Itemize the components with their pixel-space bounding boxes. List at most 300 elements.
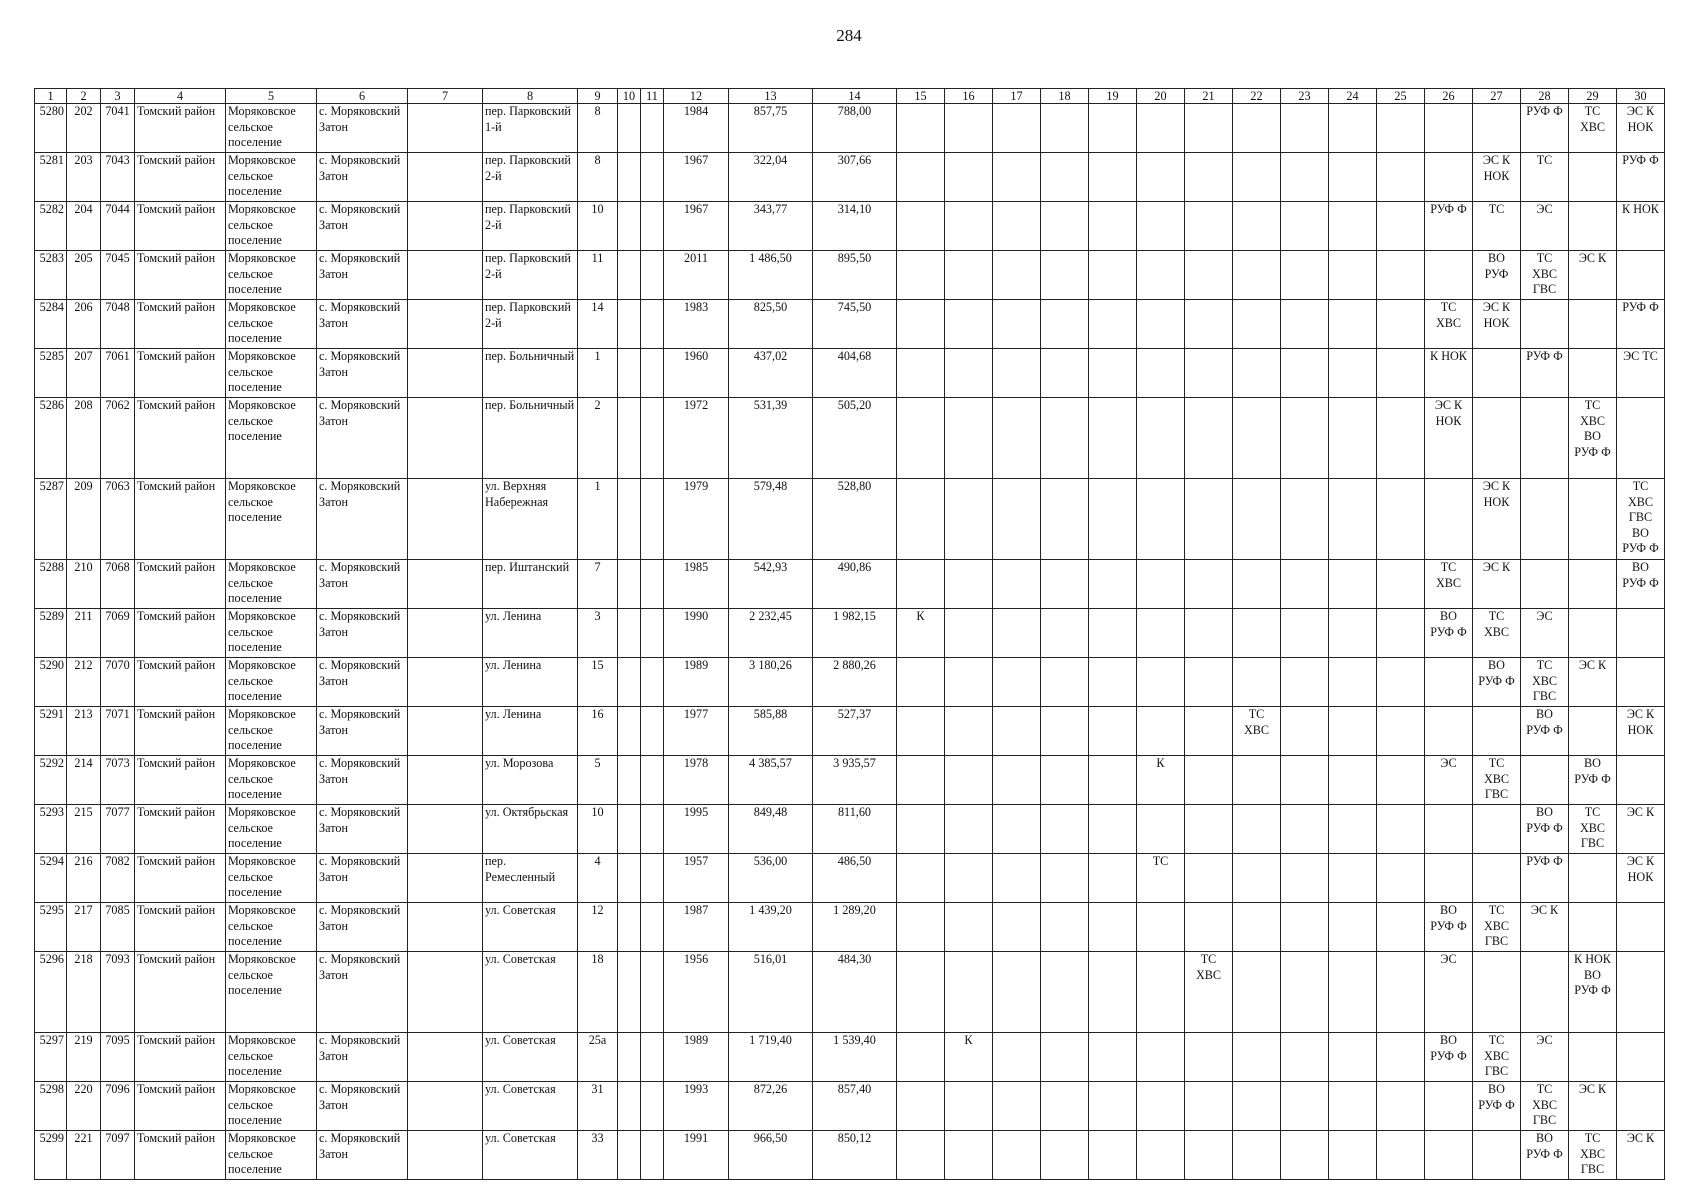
street-cell: пер. Парковский 2-й	[483, 202, 578, 251]
empty-cell	[1617, 251, 1665, 300]
empty-cell	[1185, 1131, 1233, 1180]
work-type-cell: РУФ Ф	[1617, 153, 1665, 202]
total-area-cell: 343,77	[729, 202, 813, 251]
column-number-header: 29	[1569, 89, 1617, 104]
empty-cell	[897, 300, 945, 349]
settlement-cell: Моряковское сельское поселение	[226, 756, 317, 805]
empty-cell	[1281, 560, 1329, 609]
work-type-cell: ЭС К	[1569, 1082, 1617, 1131]
empty-cell	[945, 952, 993, 1033]
empty-cell	[897, 805, 945, 854]
empty-cell	[1089, 1033, 1137, 1082]
empty-cell	[641, 398, 664, 479]
empty-cell	[1137, 658, 1185, 707]
empty-cell	[618, 805, 641, 854]
object-id-cell: 7069	[101, 609, 135, 658]
empty-cell	[641, 479, 664, 560]
work-type-cell: ТС ХВС	[1473, 609, 1521, 658]
settlement-cell: Моряковское сельское поселение	[226, 1082, 317, 1131]
row-number-cell: 5288	[35, 560, 67, 609]
street-cell: ул. Советская	[483, 903, 578, 952]
build-year-cell: 1960	[664, 349, 729, 398]
empty-cell	[408, 805, 483, 854]
empty-cell	[618, 153, 641, 202]
total-area-cell: 437,02	[729, 349, 813, 398]
empty-cell	[1473, 104, 1521, 153]
build-year-cell: 1984	[664, 104, 729, 153]
empty-cell	[1281, 1131, 1329, 1180]
empty-cell	[1521, 300, 1569, 349]
settlement-cell: Моряковское сельское поселение	[226, 202, 317, 251]
empty-cell	[1041, 560, 1089, 609]
empty-cell	[1137, 349, 1185, 398]
column-number-header: 30	[1617, 89, 1665, 104]
empty-cell	[1329, 903, 1377, 952]
empty-cell	[1089, 300, 1137, 349]
empty-cell	[408, 349, 483, 398]
empty-cell	[1377, 756, 1425, 805]
total-area-cell: 2 232,45	[729, 609, 813, 658]
empty-cell	[897, 1082, 945, 1131]
empty-cell	[1377, 560, 1425, 609]
settlement-cell: Моряковское сельское поселение	[226, 805, 317, 854]
house-number-cell: 15	[578, 658, 618, 707]
empty-cell	[1329, 707, 1377, 756]
total-area-cell: 1 719,40	[729, 1033, 813, 1082]
locality-cell: с. Моряковский Затон	[317, 349, 408, 398]
living-area-cell: 2 880,26	[813, 658, 897, 707]
empty-cell	[1569, 560, 1617, 609]
empty-cell	[1137, 300, 1185, 349]
row-index-cell: 216	[67, 854, 101, 903]
house-number-cell: 16	[578, 707, 618, 756]
row-index-cell: 219	[67, 1033, 101, 1082]
empty-cell	[408, 1033, 483, 1082]
living-area-cell: 490,86	[813, 560, 897, 609]
empty-cell	[641, 952, 664, 1033]
empty-cell	[1329, 479, 1377, 560]
object-id-cell: 7045	[101, 251, 135, 300]
work-type-cell: ВО РУФ Ф	[1425, 903, 1473, 952]
empty-cell	[1377, 479, 1425, 560]
row-index-cell: 212	[67, 658, 101, 707]
row-number-cell: 5281	[35, 153, 67, 202]
build-year-cell: 1978	[664, 756, 729, 805]
empty-cell	[1377, 609, 1425, 658]
empty-cell	[641, 854, 664, 903]
column-number-header: 18	[1041, 89, 1089, 104]
work-type-cell: ТС	[1521, 153, 1569, 202]
living-area-cell: 895,50	[813, 251, 897, 300]
district-cell: Томский район	[135, 202, 226, 251]
empty-cell	[1569, 300, 1617, 349]
work-type-cell: ЭС К НОК	[1617, 854, 1665, 903]
work-type-cell: ЭС К	[1569, 251, 1617, 300]
empty-cell	[993, 479, 1041, 560]
empty-cell	[408, 300, 483, 349]
empty-cell	[945, 854, 993, 903]
empty-cell	[1233, 1033, 1281, 1082]
work-type-cell: К НОК	[1425, 349, 1473, 398]
empty-cell	[618, 349, 641, 398]
empty-cell	[1089, 251, 1137, 300]
empty-cell	[1281, 479, 1329, 560]
column-number-header: 9	[578, 89, 618, 104]
column-number-header: 2	[67, 89, 101, 104]
table-body	[35, 104, 1665, 1180]
empty-cell	[1329, 756, 1377, 805]
empty-cell	[1569, 479, 1617, 560]
empty-cell	[1233, 300, 1281, 349]
build-year-cell: 1979	[664, 479, 729, 560]
empty-cell	[1233, 153, 1281, 202]
empty-cell	[897, 104, 945, 153]
empty-cell	[1281, 300, 1329, 349]
row-number-cell: 5293	[35, 805, 67, 854]
house-number-cell: 3	[578, 609, 618, 658]
empty-cell	[1041, 707, 1089, 756]
empty-cell	[1041, 300, 1089, 349]
street-cell: пер. Больничный	[483, 349, 578, 398]
total-area-cell: 536,00	[729, 854, 813, 903]
settlement-cell: Моряковское сельское поселение	[226, 952, 317, 1033]
empty-cell	[993, 756, 1041, 805]
work-type-cell: ТС ХВС ГВС	[1569, 805, 1617, 854]
empty-cell	[1041, 903, 1089, 952]
empty-cell	[1281, 707, 1329, 756]
empty-cell	[1233, 560, 1281, 609]
empty-cell	[993, 952, 1041, 1033]
object-id-cell: 7095	[101, 1033, 135, 1082]
settlement-cell: Моряковское сельское поселение	[226, 1131, 317, 1180]
total-area-cell: 849,48	[729, 805, 813, 854]
empty-cell	[1473, 952, 1521, 1033]
settlement-cell: Моряковское сельское поселение	[226, 658, 317, 707]
empty-cell	[618, 560, 641, 609]
empty-cell	[1185, 479, 1233, 560]
house-number-cell: 31	[578, 1082, 618, 1131]
empty-cell	[1137, 1131, 1185, 1180]
object-id-cell: 7093	[101, 952, 135, 1033]
table-row	[35, 349, 1665, 398]
locality-cell: с. Моряковский Затон	[317, 398, 408, 479]
column-number-header: 1	[35, 89, 67, 104]
empty-cell	[1137, 609, 1185, 658]
empty-cell	[1329, 153, 1377, 202]
empty-cell	[1329, 854, 1377, 903]
column-number-header: 16	[945, 89, 993, 104]
empty-cell	[1569, 707, 1617, 756]
column-number-header: 26	[1425, 89, 1473, 104]
build-year-cell: 1985	[664, 560, 729, 609]
build-year-cell: 1990	[664, 609, 729, 658]
living-area-cell: 307,66	[813, 153, 897, 202]
empty-cell	[1425, 805, 1473, 854]
settlement-cell: Моряковское сельское поселение	[226, 479, 317, 560]
column-number-header: 23	[1281, 89, 1329, 104]
object-id-cell: 7096	[101, 1082, 135, 1131]
house-number-cell: 14	[578, 300, 618, 349]
empty-cell	[1233, 202, 1281, 251]
row-number-cell: 5298	[35, 1082, 67, 1131]
house-number-cell: 18	[578, 952, 618, 1033]
empty-cell	[993, 1131, 1041, 1180]
district-cell: Томский район	[135, 805, 226, 854]
empty-cell	[1425, 854, 1473, 903]
empty-cell	[993, 560, 1041, 609]
empty-cell	[1377, 104, 1425, 153]
empty-cell	[1089, 349, 1137, 398]
empty-cell	[1233, 756, 1281, 805]
row-index-cell: 214	[67, 756, 101, 805]
total-area-cell: 585,88	[729, 707, 813, 756]
living-area-cell: 745,50	[813, 300, 897, 349]
work-type-cell: ТС	[1137, 854, 1185, 903]
empty-cell	[1137, 805, 1185, 854]
empty-cell	[1281, 1082, 1329, 1131]
empty-cell	[1377, 1131, 1425, 1180]
object-id-cell: 7068	[101, 560, 135, 609]
row-number-cell: 5285	[35, 349, 67, 398]
empty-cell	[1137, 952, 1185, 1033]
table-row	[35, 202, 1665, 251]
district-cell: Томский район	[135, 300, 226, 349]
work-type-cell: ТС ХВС	[1185, 952, 1233, 1033]
empty-cell	[1329, 952, 1377, 1033]
street-cell: ул. Ленина	[483, 658, 578, 707]
empty-cell	[993, 349, 1041, 398]
empty-cell	[1281, 1033, 1329, 1082]
object-id-cell: 7097	[101, 1131, 135, 1180]
empty-cell	[1137, 398, 1185, 479]
locality-cell: с. Моряковский Затон	[317, 658, 408, 707]
work-type-cell: ТС ХВС ГВС ВО РУФ Ф	[1617, 479, 1665, 560]
row-index-cell: 203	[67, 153, 101, 202]
empty-cell	[1041, 104, 1089, 153]
empty-cell	[1185, 903, 1233, 952]
empty-cell	[1041, 756, 1089, 805]
empty-cell	[618, 1033, 641, 1082]
empty-cell	[1281, 658, 1329, 707]
locality-cell: с. Моряковский Затон	[317, 479, 408, 560]
table-row	[35, 300, 1665, 349]
locality-cell: с. Моряковский Затон	[317, 560, 408, 609]
empty-cell	[1377, 952, 1425, 1033]
empty-cell	[1377, 202, 1425, 251]
empty-cell	[945, 479, 993, 560]
empty-cell	[1137, 560, 1185, 609]
locality-cell: с. Моряковский Затон	[317, 609, 408, 658]
living-area-cell: 1 289,20	[813, 903, 897, 952]
work-type-cell: РУФ Ф	[1425, 202, 1473, 251]
living-area-cell: 505,20	[813, 398, 897, 479]
empty-cell	[1185, 1033, 1233, 1082]
empty-cell	[641, 1131, 664, 1180]
empty-cell	[1377, 854, 1425, 903]
build-year-cell: 1993	[664, 1082, 729, 1131]
empty-cell	[1041, 479, 1089, 560]
settlement-cell: Моряковское сельское поселение	[226, 609, 317, 658]
total-area-cell: 1 439,20	[729, 903, 813, 952]
empty-cell	[618, 756, 641, 805]
table-row	[35, 1131, 1665, 1180]
build-year-cell: 1967	[664, 202, 729, 251]
locality-cell: с. Моряковский Затон	[317, 300, 408, 349]
empty-cell	[1377, 1033, 1425, 1082]
house-number-cell: 2	[578, 398, 618, 479]
object-id-cell: 7073	[101, 756, 135, 805]
column-number-header: 5	[226, 89, 317, 104]
column-number-header: 20	[1137, 89, 1185, 104]
empty-cell	[1281, 349, 1329, 398]
object-id-cell: 7048	[101, 300, 135, 349]
empty-cell	[1617, 1082, 1665, 1131]
column-number-header: 12	[664, 89, 729, 104]
empty-cell	[618, 854, 641, 903]
empty-cell	[1569, 854, 1617, 903]
empty-cell	[993, 805, 1041, 854]
street-cell: пер. Иштанский	[483, 560, 578, 609]
street-cell: пер. Парковский 2-й	[483, 251, 578, 300]
empty-cell	[1329, 398, 1377, 479]
street-cell: ул. Ленина	[483, 707, 578, 756]
settlement-cell: Моряковское сельское поселение	[226, 560, 317, 609]
locality-cell: с. Моряковский Затон	[317, 854, 408, 903]
house-number-cell: 10	[578, 202, 618, 251]
empty-cell	[897, 756, 945, 805]
work-type-cell: ТС ХВС ВО РУФ Ф	[1569, 398, 1617, 479]
empty-cell	[1089, 104, 1137, 153]
district-cell: Томский район	[135, 658, 226, 707]
build-year-cell: 1967	[664, 153, 729, 202]
empty-cell	[1041, 1082, 1089, 1131]
locality-cell: с. Моряковский Затон	[317, 153, 408, 202]
column-number-header: 4	[135, 89, 226, 104]
empty-cell	[1233, 1082, 1281, 1131]
locality-cell: с. Моряковский Затон	[317, 1131, 408, 1180]
column-number-header: 19	[1089, 89, 1137, 104]
empty-cell	[1137, 202, 1185, 251]
work-type-cell: ВО РУФ Ф	[1473, 1082, 1521, 1131]
total-area-cell: 531,39	[729, 398, 813, 479]
empty-cell	[641, 560, 664, 609]
table-row	[35, 251, 1665, 300]
empty-cell	[1089, 952, 1137, 1033]
empty-cell	[993, 251, 1041, 300]
empty-cell	[945, 756, 993, 805]
table-row	[35, 153, 1665, 202]
empty-cell	[1089, 903, 1137, 952]
empty-cell	[1473, 398, 1521, 479]
empty-cell	[408, 153, 483, 202]
object-id-cell: 7077	[101, 805, 135, 854]
work-type-cell: ЭС	[1425, 952, 1473, 1033]
empty-cell	[1185, 854, 1233, 903]
work-type-cell: ЭС К НОК	[1473, 300, 1521, 349]
house-number-cell: 25а	[578, 1033, 618, 1082]
work-type-cell: ВО РУФ Ф	[1521, 707, 1569, 756]
empty-cell	[993, 609, 1041, 658]
empty-cell	[1041, 349, 1089, 398]
column-number-header: 8	[483, 89, 578, 104]
locality-cell: с. Моряковский Затон	[317, 1082, 408, 1131]
work-type-cell: ТС	[1473, 202, 1521, 251]
column-number-header: 11	[641, 89, 664, 104]
empty-cell	[408, 952, 483, 1033]
house-number-cell: 1	[578, 479, 618, 560]
locality-cell: с. Моряковский Затон	[317, 104, 408, 153]
empty-cell	[408, 398, 483, 479]
table-row	[35, 560, 1665, 609]
empty-cell	[1089, 707, 1137, 756]
empty-cell	[618, 658, 641, 707]
empty-cell	[1569, 349, 1617, 398]
living-area-cell: 1 982,15	[813, 609, 897, 658]
empty-cell	[1137, 251, 1185, 300]
work-type-cell: РУФ Ф	[1521, 349, 1569, 398]
row-number-cell: 5294	[35, 854, 67, 903]
empty-cell	[1233, 854, 1281, 903]
district-cell: Томский район	[135, 349, 226, 398]
empty-cell	[1233, 952, 1281, 1033]
empty-cell	[641, 153, 664, 202]
work-type-cell: РУФ Ф	[1617, 300, 1665, 349]
empty-cell	[1281, 609, 1329, 658]
empty-cell	[897, 153, 945, 202]
locality-cell: с. Моряковский Затон	[317, 952, 408, 1033]
object-id-cell: 7043	[101, 153, 135, 202]
empty-cell	[1185, 756, 1233, 805]
settlement-cell: Моряковское сельское поселение	[226, 707, 317, 756]
empty-cell	[618, 952, 641, 1033]
column-number-row	[35, 89, 1665, 104]
object-id-cell: 7063	[101, 479, 135, 560]
empty-cell	[1137, 479, 1185, 560]
locality-cell: с. Моряковский Затон	[317, 251, 408, 300]
empty-cell	[1425, 251, 1473, 300]
empty-cell	[1041, 854, 1089, 903]
empty-cell	[897, 349, 945, 398]
district-cell: Томский район	[135, 854, 226, 903]
column-number-header: 13	[729, 89, 813, 104]
district-cell: Томский район	[135, 903, 226, 952]
empty-cell	[408, 202, 483, 251]
work-type-cell: ВО РУФ Ф	[1473, 658, 1521, 707]
empty-cell	[1329, 1033, 1377, 1082]
empty-cell	[1041, 1131, 1089, 1180]
empty-cell	[945, 349, 993, 398]
column-number-header: 21	[1185, 89, 1233, 104]
empty-cell	[1425, 1131, 1473, 1180]
work-type-cell: ВО РУФ Ф	[1521, 1131, 1569, 1180]
empty-cell	[1617, 398, 1665, 479]
work-type-cell: ВО РУФ Ф	[1617, 560, 1665, 609]
work-type-cell: ЭС К НОК	[1473, 479, 1521, 560]
table-row	[35, 1082, 1665, 1131]
locality-cell: с. Моряковский Затон	[317, 805, 408, 854]
empty-cell	[1185, 202, 1233, 251]
empty-cell	[618, 903, 641, 952]
work-type-cell: ЭС К	[1473, 560, 1521, 609]
object-id-cell: 7041	[101, 104, 135, 153]
work-type-cell: ТС ХВС	[1569, 104, 1617, 153]
row-number-cell: 5280	[35, 104, 67, 153]
work-type-cell: ЭС К	[1521, 903, 1569, 952]
living-area-cell: 314,10	[813, 202, 897, 251]
total-area-cell: 1 486,50	[729, 251, 813, 300]
empty-cell	[641, 349, 664, 398]
empty-cell	[1425, 1082, 1473, 1131]
